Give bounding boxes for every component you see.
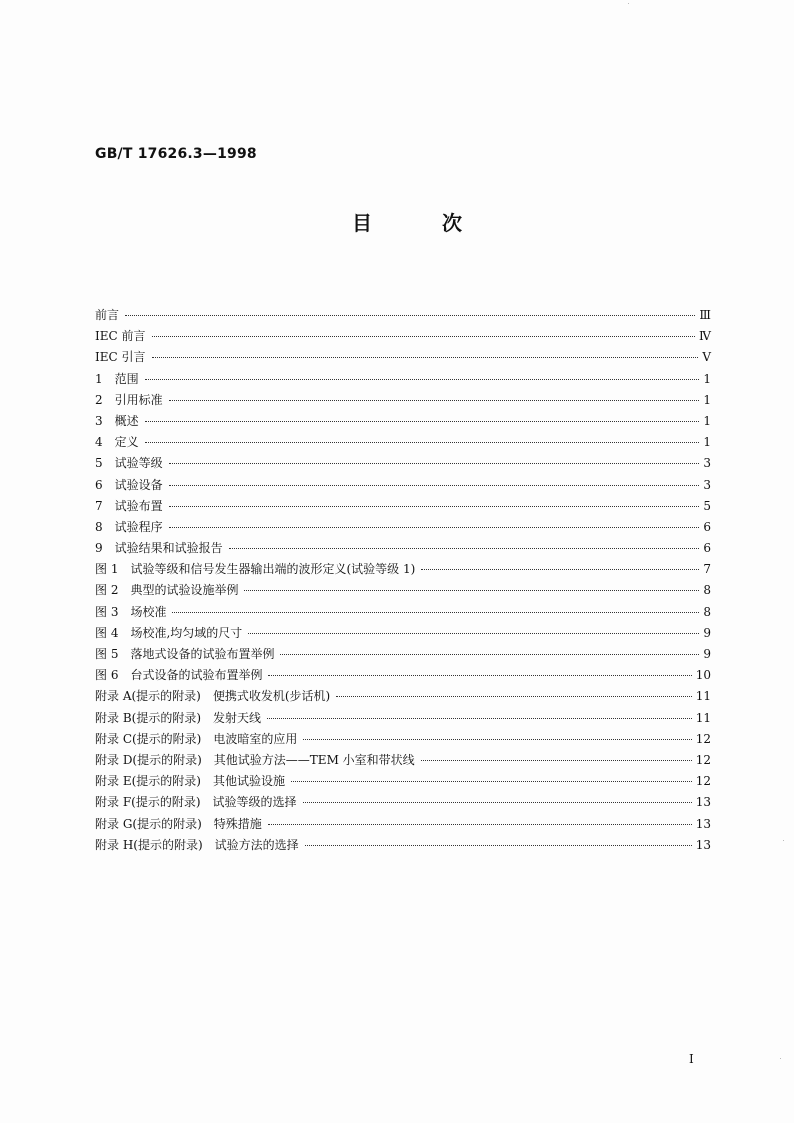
toc-dot-leader — [229, 548, 699, 549]
toc-entry-label: 9 试验结果和试验报告 — [95, 541, 223, 556]
toc-entry-page: 10 — [695, 668, 711, 683]
toc-entry-label: 附录 B(提示的附录) 发射天线 — [95, 710, 261, 725]
toc-dot-leader — [248, 633, 699, 634]
scan-speck — [783, 840, 784, 841]
toc-entry-page: 11 — [695, 689, 711, 704]
toc-dot-leader — [169, 400, 699, 401]
toc-entry-label: 图 2 典型的试验设施举例 — [95, 583, 239, 598]
toc-dot-leader — [172, 612, 699, 613]
scan-speck — [780, 1058, 781, 1059]
toc-dot-leader — [169, 506, 699, 507]
toc-entry-label: 附录 D(提示的附录) 其他试验方法——TEM 小室和带状线 — [95, 752, 415, 767]
toc-entry[interactable] — [95, 771, 711, 792]
toc-entry-page: 5 — [703, 498, 711, 513]
toc-dot-leader — [421, 569, 699, 570]
toc-entry-page: 6 — [703, 519, 711, 534]
toc-entry-label: 5 试验等级 — [95, 456, 163, 471]
toc-entry-label: 1 范围 — [95, 371, 139, 386]
toc-entry-page: 13 — [695, 816, 711, 831]
toc-entry-page: 12 — [695, 774, 711, 789]
toc-entry-label: 3 概述 — [95, 413, 139, 428]
toc-entry-label: 附录 F(提示的附录) 试验等级的选择 — [95, 795, 297, 810]
toc-dot-leader — [280, 654, 699, 655]
toc-entry-page: 1 — [703, 435, 711, 450]
page-number: I — [689, 1052, 694, 1066]
toc-entry-label: 2 引用标准 — [95, 392, 163, 407]
toc-entry[interactable] — [95, 602, 711, 623]
toc-entry-page: 6 — [703, 541, 711, 556]
toc-entry-label: 图 4 场校准,均匀域的尺寸 — [95, 625, 243, 640]
toc-entry[interactable] — [95, 792, 711, 813]
toc-entry-label: 附录 G(提示的附录) 特殊措施 — [95, 816, 262, 831]
toc-entry[interactable] — [95, 369, 711, 390]
toc-entry-label: 前言 — [95, 308, 120, 322]
toc-entry[interactable] — [95, 496, 711, 517]
toc-entry-page: 13 — [695, 795, 711, 810]
toc-entry-label: 附录 A(提示的附录) 便携式收发机(步话机) — [95, 689, 331, 704]
toc-dot-leader — [152, 336, 696, 337]
toc-entry-label: IEC 前言 — [95, 329, 146, 344]
toc-entry[interactable] — [95, 390, 711, 411]
toc-entry[interactable] — [95, 411, 711, 432]
toc-entry-page: 12 — [695, 752, 711, 767]
toc-title-char-1: 目 — [352, 211, 372, 235]
toc-entry[interactable] — [95, 305, 711, 326]
toc-entry[interactable] — [95, 814, 711, 835]
toc-entry-label: 图 6 台式设备的试验布置举例 — [95, 668, 263, 683]
toc-dot-leader — [268, 824, 692, 825]
toc-entry-page: 9 — [703, 625, 711, 640]
standard-code: GB/T 17626.3—1998 — [95, 146, 257, 162]
toc-dot-leader — [421, 760, 692, 761]
toc-entry[interactable] — [95, 347, 711, 368]
toc-dot-leader — [169, 527, 699, 528]
toc-entry-label: 4 定义 — [95, 435, 139, 450]
toc-entry-page: Ⅳ — [699, 329, 711, 344]
toc-dot-leader — [169, 463, 699, 464]
toc-dot-leader — [305, 845, 692, 846]
toc-entry-page: 8 — [703, 583, 711, 598]
toc-entry-page: 11 — [695, 710, 711, 725]
toc-dot-leader — [336, 696, 692, 697]
toc-title-char-2: 次 — [442, 211, 462, 235]
toc-dot-leader — [303, 802, 692, 803]
table-of-contents — [95, 305, 711, 856]
toc-entry[interactable] — [95, 750, 711, 771]
toc-entry[interactable] — [95, 559, 711, 580]
toc-dot-leader — [145, 442, 699, 443]
toc-dot-leader — [267, 718, 692, 719]
toc-dot-leader — [291, 781, 692, 782]
toc-entry[interactable] — [95, 623, 711, 644]
toc-entry[interactable] — [95, 453, 711, 474]
toc-entry[interactable] — [95, 580, 711, 601]
toc-entry-label: 6 试验设备 — [95, 477, 163, 492]
toc-dot-leader — [145, 421, 699, 422]
toc-entry[interactable] — [95, 432, 711, 453]
scan-speck — [628, 3, 629, 4]
toc-entry-page: Ⅲ — [699, 308, 711, 322]
toc-entry-label: 图 3 场校准 — [95, 604, 167, 619]
toc-entry-page: 13 — [695, 837, 711, 852]
toc-dot-leader — [303, 739, 691, 740]
toc-entry-page: 3 — [703, 477, 711, 492]
toc-dot-leader — [145, 379, 699, 380]
toc-entry-page: 7 — [703, 562, 711, 577]
toc-entry-page: 8 — [703, 604, 711, 619]
toc-entry-label: 图 5 落地式设备的试验布置举例 — [95, 647, 275, 661]
toc-entry[interactable] — [95, 475, 711, 496]
toc-dot-leader — [152, 357, 699, 358]
toc-entry[interactable] — [95, 665, 711, 686]
toc-dot-leader — [244, 590, 699, 591]
toc-dot-leader — [125, 315, 695, 316]
toc-entry[interactable] — [95, 644, 711, 665]
toc-entry[interactable] — [95, 517, 711, 538]
toc-entry-page: 1 — [703, 392, 711, 407]
toc-entry-page: 12 — [695, 731, 711, 746]
toc-entry-label: 7 试验布置 — [95, 498, 163, 513]
toc-entry[interactable] — [95, 326, 711, 347]
toc-entry-label: 附录 H(提示的附录) 试验方法的选择 — [95, 837, 299, 852]
toc-entry-label: 8 试验程序 — [95, 519, 163, 534]
toc-entry-label: 附录 E(提示的附录) 其他试验设施 — [95, 774, 285, 789]
toc-entry-label: IEC 引言 — [95, 350, 146, 365]
toc-entry-page: 1 — [703, 371, 711, 386]
toc-entry[interactable] — [95, 729, 711, 750]
toc-entry-page: 1 — [703, 413, 711, 428]
toc-entry[interactable] — [95, 708, 711, 729]
toc-entry[interactable] — [95, 835, 711, 856]
toc-entry-label: 附录 C(提示的附录) 电波暗室的应用 — [95, 731, 298, 746]
toc-entry[interactable] — [95, 538, 711, 559]
toc-title — [352, 207, 462, 236]
toc-dot-leader — [268, 675, 691, 676]
toc-entry-label: 图 1 试验等级和信号发生器输出端的波形定义(试验等级 1) — [95, 562, 416, 577]
toc-entry-page: 3 — [703, 456, 711, 471]
toc-entry-page: Ⅴ — [702, 350, 711, 365]
toc-entry[interactable] — [95, 686, 711, 707]
toc-dot-leader — [169, 485, 699, 486]
toc-entry-page: 9 — [703, 647, 711, 661]
